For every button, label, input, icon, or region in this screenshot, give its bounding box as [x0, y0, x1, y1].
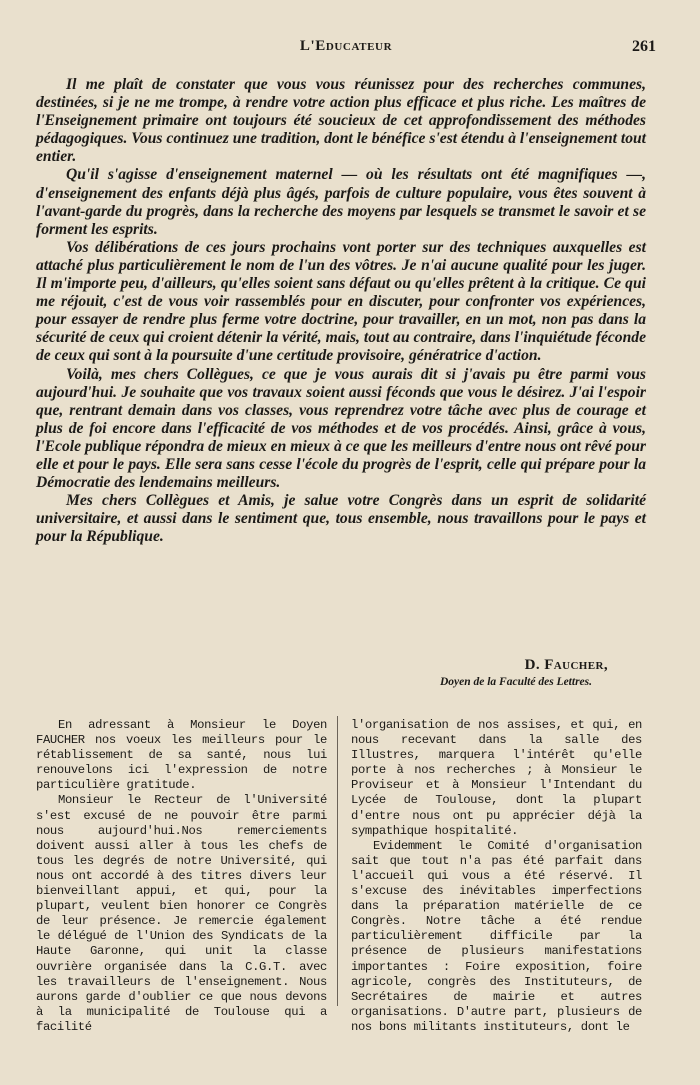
- page-header: [36, 38, 656, 60]
- signature-title: Doyen de la Faculté des Lettres.: [439, 676, 592, 688]
- left-column: [36, 718, 327, 1035]
- letter-paragraph: Il me plaît de constater que vous vous réunissez pour des recherches communes, destinées, si je ne me trompe, à rendre votre action plus efficace et plus riche. Les maîtres de l'Enseignement primaire ont toujours été soucieux de cet approfondissement des méthodes pédagogiques. Vous continuez une tradition, dont le bénéfice s'est étendu à l'enseignement tout entier.: [36, 76, 646, 166]
- column-paragraph: Monsieur le Recteur de l'Université s'est excusé de ne pouvoir être parmi nous aujourd'hui.Nos remerciements doivent aussi aller à tous les chefs de tous les degrés de notre Université, qui nous ont accordé à des titres divers leur bienveillant appui, et qui, pour la plupart, veulent bien honorer ce Congrès de leur présence. Je remercie également le délégué de l'Union des Syndicats de la Haute Garonne, qui unit la classe ouvrière organisée dans la C.G.T. avec les travailleurs de l'enseignement. Nous aurons garde d'oublier ce que nous devons à la municipalité de Toulouse qui a facilité: [36, 793, 327, 1034]
- letter-paragraph: Qu'il s'agisse d'enseignement maternel — où les résultats ont été magnifiques —, d'enseignement des enfants déjà plus âgés, parfois de culture populaire, vous êtes souvent à l'avant-garde du progrès, dans la recherche des moyens par lesquels se transmet le savoir et se forment les esprits.: [36, 166, 646, 238]
- journal-title: L'Educateur: [299, 38, 393, 54]
- column-paragraph: l'organisation de nos assises, et qui, en nous recevant dans la salle des Illustres, marquera l'intérêt qu'elle porte à nos recherches ; à Monsieur le Proviseur et à Monsieur l'Intendant du Lycée de Toulouse, dont la plupart d'entre nous ont pu apprécier déjà la sympathique hospitalité.: [351, 718, 642, 838]
- column-divider: [337, 716, 338, 1006]
- column-paragraph: Evidemment le Comité d'organisation sait que tout n'a pas été parfait dans l'accueil qui vous a été réservé. Il s'excuse des inévitables imperfections dans la préparation matérielle de ce Congrès. Notre tâche a été rendue particulièrement difficile par la présence de plusieurs manifestations importantes : Foire exposition, foire agricole, congrès des Instituteurs, de Secrétaires de mairie et autres organisations. D'autre part, plusieurs de nos bons militants instituteurs, dont le: [351, 838, 642, 1034]
- signature-name: D. Faucher,: [524, 657, 608, 673]
- page-number: 261: [632, 38, 656, 55]
- letter-body: [36, 76, 646, 546]
- letter-paragraph: Vos délibérations de ces jours prochains vont porter sur des techniques auxquelles est attaché plus particulièrement le nom de l'un des vôtres. Je n'ai aucune qualité pour les juger. Il m'importe peu, d'ailleurs, qu'elles soient sans défaut ou qu'elles prêtent à la critique. Ce qui me réjouit, c'est de vous voir rassemblés pour en discuter, pour confronter vos expériences, pour essayer de rendre plus ferme votre doctrine, pour travailler, en un mot, non pas dans la sécurité de ceux qui croient détenir la vérité, mais, tout au contraire, dans l'inquiétude féconde de ceux qui sont à la poursuite d'une certitude provisoire, génératrice d'action.: [36, 238, 646, 365]
- letter-paragraph: Mes chers Collègues et Amis, je salue votre Congrès dans un esprit de solidarité universitaire, et aussi dans le sentiment que, tous ensemble, nous travaillons pour le pays et pour la République.: [36, 492, 646, 546]
- letter-paragraph: Voilà, mes chers Collègues, ce que je vous aurais dit si j'avais pu être parmi vous aujourd'hui. Je souhaite que vos travaux soient aussi féconds que vous le désirez. J'ai l'espoir que, rentrant demain dans vos classes, vous reprendrez votre tâche avec plus de courage et plus de foi encore dans l'efficacité de vos méthodes et de vos procédés. Ainsi, grâce à vous, l'Ecole publique répondra de mieux en mieux à ce que les meilleurs d'entre nous ont rêvé pour elle et pour le pays. Elle sera sans cesse l'école du progrès de l'esprit, celle qui prépare pour la Démocratie des lendemains meilleurs.: [36, 365, 646, 492]
- right-column: [351, 718, 642, 1035]
- column-paragraph: En adressant à Monsieur le Doyen FAUCHER nos voeux les meilleurs pour le rétablissement de sa santé, nous lui renouvelons ici l'expression de notre particulière gratitude.: [36, 718, 327, 793]
